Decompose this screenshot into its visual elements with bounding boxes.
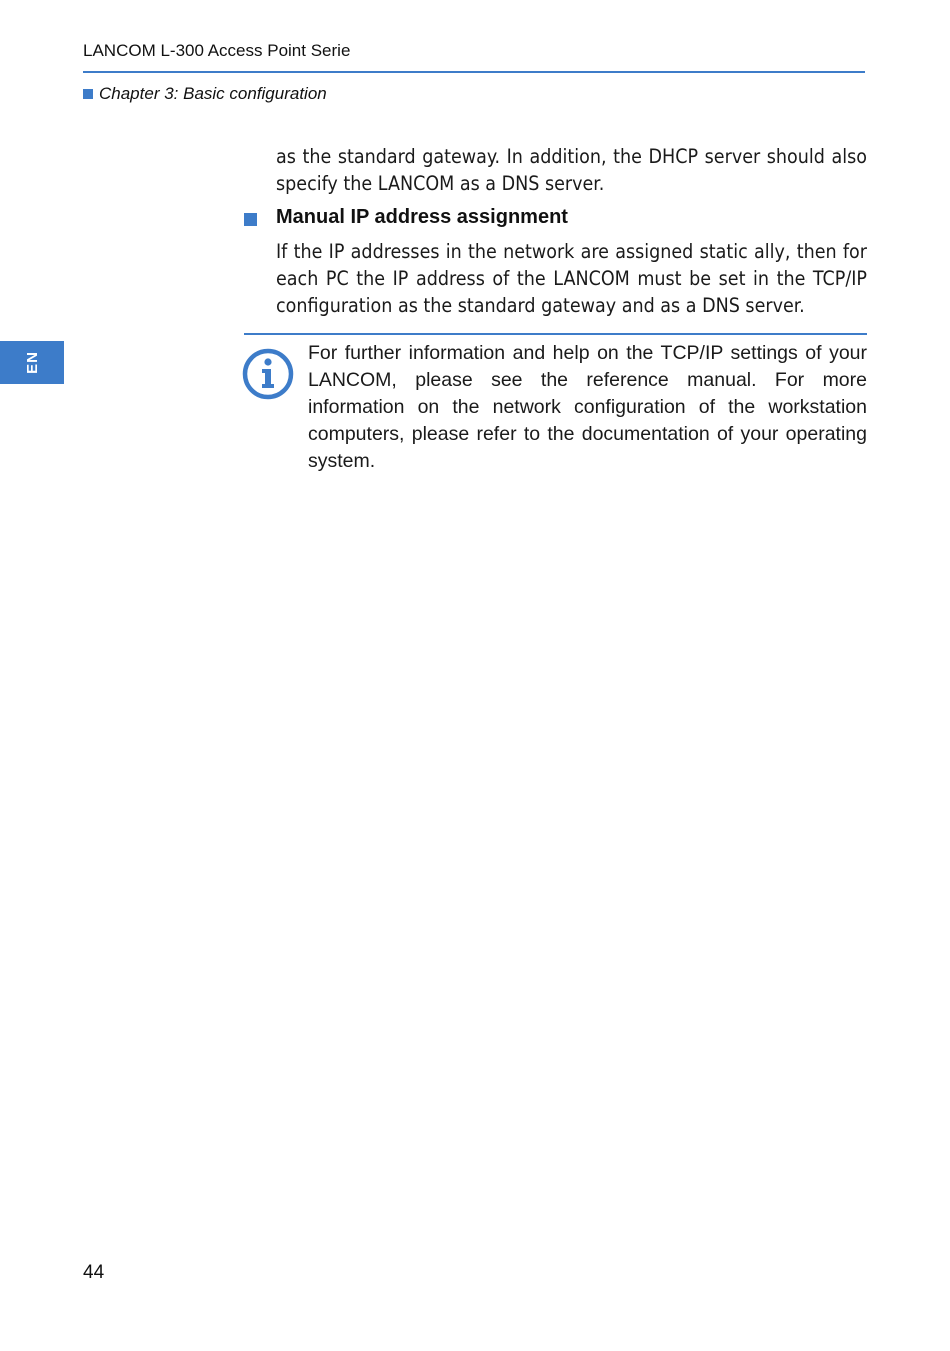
bullet-heading: Manual IP address assignment xyxy=(276,206,568,228)
chapter-marker xyxy=(83,89,93,99)
bullet-marker xyxy=(244,213,257,226)
language-tab-label: EN xyxy=(23,351,41,374)
paragraph-continued: as the standard gateway. In addition, the DHCP server should also specify the LANCOM as a DNS server. xyxy=(276,145,867,195)
chapter-line xyxy=(83,84,327,104)
chapter-title: Chapter 3: Basic configuration xyxy=(99,84,327,103)
language-tab xyxy=(0,341,64,384)
page-number: 44 xyxy=(83,1262,105,1283)
header-title: LANCOM L-300 Access Point Serie xyxy=(83,41,351,60)
note-rule xyxy=(244,333,867,335)
info-icon xyxy=(242,348,294,400)
header-rule xyxy=(83,71,865,73)
paragraph-manual-ip: If the IP addresses in the network are assigned static ally, then for each PC the IP address of the LANCOM must be set in the TCP/IP configuration as the standard gateway and as a DNS server. xyxy=(276,240,867,317)
note-text: For further information and help on the TCP/IP settings of your LANCOM, please see the reference manual. For more information on the network configuration of the workstation computers, please refer to the documentation of your operating system. xyxy=(308,342,867,472)
